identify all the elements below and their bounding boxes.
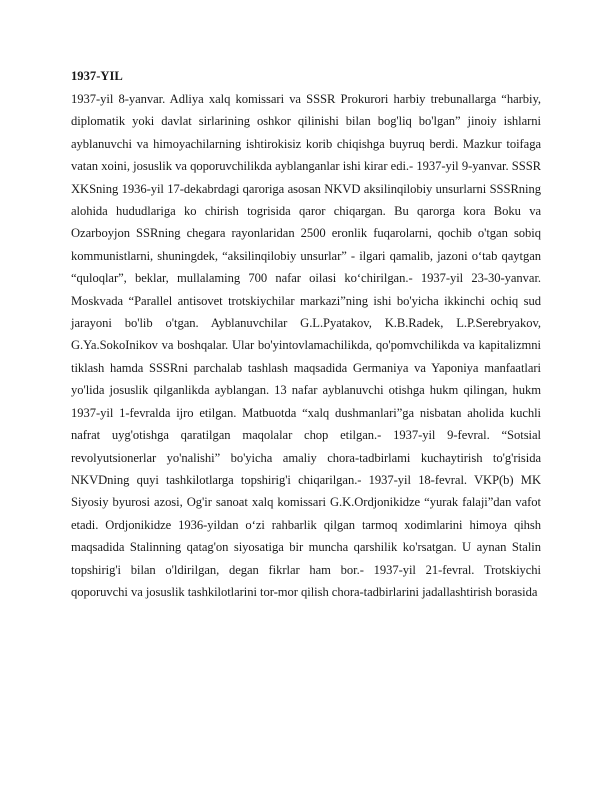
document-page	[71, 68, 541, 603]
section-heading: 1937-YIL	[71, 69, 123, 83]
body-paragraph: 1937-yil 8-yanvar. Adliya xalq komissari va SSSR Prokurori harbiy trebunallarga “harbiy, diplomatik yoki davlat sirlarining oshkor qilinishi bilan bog'liq bo'lgan” jinoiy ishlarni ayblanuvchi va himoyachilarning ishtirokisiz korib chiqishga buyruq berdi. Mazkur toifaga vatan xoini, josuslik va qoporuvchilikda ayblanganlar ishi kirar edi.- 1937-yil 9-yanvar. SSSR XKSning 1936-yil 17-dekabrdagi qaroriga asosan NKVD aksilinqilobiy unsurlarni SSSRning alohida hududlariga ko chirish togrisida qaror chiqargan. Bu qarorga kora Boku va Ozarboyjon SSRning chegara rayonlaridan 2500 eronlik fuqarolarni, qochib o'tgan sobiq kommunistlarni, shuningdek, “aksilinqilobiy unsurlar” - ilgari qamalib, jazoni o‘tab qaytgan “quloqlar”, beklar, mullalaming 700 nafar oilasi ko‘chirilgan.- 1937-yil 23-30-yanvar. Moskvada “Parallel antisovet trotskiychilar markazi”ning ishi bo'yicha ikkinchi ochiq sud jarayoni bo'lib o'tgan. Ayblanuvchilar G.L.Pyatakov, K.B.Radek, L.P.Serebryakov, G.Ya.SokoInikov va boshqalar. Ular bo'yintovlamachilikda, qo'pomvchilikda va kapitalizmni tiklash hamda SSSRni parchalab tashlash maqsadida Germaniya va Yaponiya manfaatlari yo'lida josuslik qilganlikda ayblangan. 13 nafar ayblanuvchi otishga hukm qilingan, hukm 1937-yil 1-fevralda ijro etilgan. Matbuotda “xalq dushmanlari”ga nisbatan aholida kuchli nafrat uyg'otishga qaratilgan maqolalar chop etilgan.- 1937-yil 9-fevral. “Sotsial revolyutsionerlar yo'nalishi” bo'yicha amaliy chora-tadbirlami kuchaytirish to'g'risida NKVDning quyi tashkilotlarga topshirig'i chiqarilgan.- 1937-yil 18-fevral. VKP(b) MK Siyosiy byurosi azosi, Og'ir sanoat xalq komissari G.K.Ordjonikidze “yurak falaji”dan vafot etadi. Ordjonikidze 1936-yildan o‘zi rahbarlik qilgan tarmoq xodimlarini himoya qihsh maqsadida Stalinning qatag'on siyosatiga bir muncha qarshilik ko'rsatgan. U aynan Stalin topshirig'i bilan o'ldirilgan, degan fikrlar ham bor.- 1937-yil 21-fevral. Trotskiychi qoporuvchi va josuslik tashkilotlarini tor-mor qilish chora-tadbirlarini jadallashtirish borasida	[71, 92, 541, 599]
